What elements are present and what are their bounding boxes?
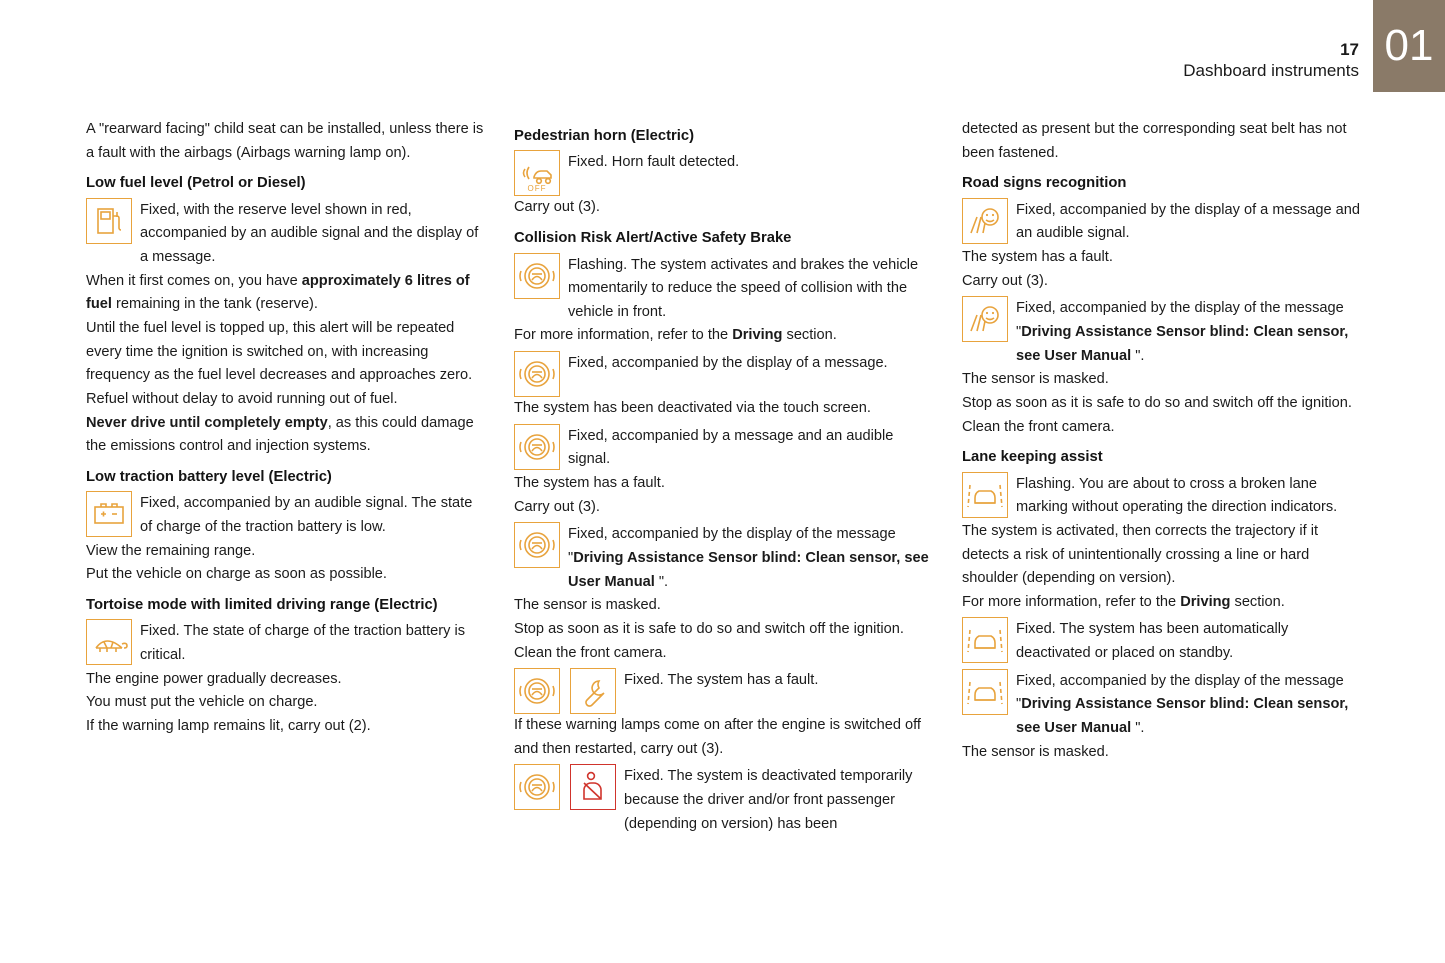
road-signs-fault-icon-row-text: Fixed, accompanied by the display of a message and an audible signal. [1016,201,1360,242]
child-seat-paragraph: A "rearward facing" child seat can be installed, unless there is a fault with the airbags (Airbags warning lamp on). [86,121,484,161]
collision-seatbelt-icon-row-text: Fixed. The system is deactivated temporarily because the driver and/or front passenger (depending on version) has been [624,768,913,832]
collision-flashing-icon-row [514,253,934,325]
sensor-masked-note-collision: The sensor is masked. [514,597,661,614]
road-signs-recognition-icon [962,296,1008,342]
low-fuel-icon-row-text: Fixed, with the reserve level shown in red, accompanied by an audible signal and the display of a message. [140,201,479,266]
stop-safe-note-road-signs: Stop as soon as it is safe to do so and switch off the ignition. [962,394,1352,411]
collision-fault-icon-row [514,424,934,472]
column-3 [962,118,1362,938]
road-signs-fault-note: The system has a fault. [962,249,1113,266]
page-header [0,0,1445,92]
pedestrian-horn-icon-row [514,150,934,196]
chapter-number-badge: 01 [1373,0,1445,92]
tortoise-icon [86,619,132,665]
spanner-icon [570,668,616,714]
svg-text:OFF: OFF [527,184,547,194]
collision-risk-icon [514,668,560,714]
lane-keeping-more-info: For more information, refer to the Driving section. [962,593,1285,610]
carry-out-3-collision: Carry out (3). [514,498,600,515]
stop-safe-note-collision: Stop as soon as it is safe to do so and switch off the ignition. [514,620,904,637]
collision-fault-note: The system has a fault. [514,475,665,492]
lane-keeping-activated-note: The system is activated, then corrects the trajectory if it detects a risk of unintentionally crossing a line or hard shoulder (depending on version). [962,522,1319,587]
pedestrian-horn-off-icon [514,150,560,196]
collision-sensor-blind-icon-row-text: Fixed, accompanied by the display of the message "Driving Assistance Sensor blind: Clean sensor, see User Manual ". [568,526,929,590]
never-drive-empty-note: Never drive until completely empty, as this could damage the emissions control and injection systems. [86,414,474,455]
refuel-note: Refuel without delay to avoid running out of fuel. [86,390,398,407]
seatbelt-continuation: detected as present but the corresponding seat belt has not been fastened. [962,121,1347,161]
low-fuel-repeat-note: Until the fuel level is topped up, this alert will be repeated every time the ignition is switched on, with increasing frequency as the fuel level decreases and approaches zero. [86,319,473,384]
clean-camera-note-collision: Clean the front camera. [514,644,667,661]
lane-keeping-assist-icon [962,472,1008,518]
heading-low-fuel-level: Low fuel level (Petrol or Diesel) [86,175,306,192]
page-number: 17 [1340,40,1359,59]
collision-risk-icon [514,253,560,299]
collision-deactivated-icon-row [514,351,934,397]
low-traction-battery-icon-row-text: Fixed, accompanied by an audible signal. The state of charge of the traction battery is low. [140,495,473,535]
fuel-pump-icon [86,198,132,244]
road-signs-sensor-blind-icon-row-text: Fixed, accompanied by the display of the message "Driving Assistance Sensor blind: Clean sensor, see User Manual ". [1016,300,1349,364]
charge-note: Put the vehicle on charge as soon as possible. [86,566,387,583]
view-range-note: View the remaining range. [86,542,256,559]
collision-sensor-blind-icon-row [514,522,934,594]
road-signs-sensor-blind-icon-row [962,296,1362,368]
low-traction-battery-icon-row [86,491,486,539]
carry-out-3-horn: Carry out (3). [514,199,600,216]
page-columns [86,118,1376,938]
collision-deactivated-icon-row-text: Fixed, accompanied by the display of a message. [568,355,888,372]
collision-risk-icon [514,522,560,568]
section-title: Dashboard instruments [1183,61,1359,80]
collision-risk-icon [514,764,560,810]
heading-pedestrian-horn: Pedestrian horn (Electric) [514,128,695,144]
lane-keeping-standby-icon-row-text: Fixed. The system has been automatically deactivated or placed on standby. [1016,621,1289,662]
collision-spanner-icon-row-icons [514,668,616,714]
collision-spanner-icon-row [514,668,934,714]
lane-keeping-assist-icon [962,669,1008,715]
lane-keeping-sensor-blind-icon-row-text: Fixed, accompanied by the display of the message "Driving Assistance Sensor blind: Clean sensor, see User Manual ". [1016,672,1349,736]
road-signs-recognition-icon [962,198,1008,244]
pedestrian-horn-icon-row-text: Fixed. Horn fault detected. [568,154,740,171]
collision-flashing-icon-row-text: Flashing. The system activates and brakes the vehicle momentarily to reduce the speed of collision with the vehicle in front. [568,256,919,320]
collision-risk-icon [514,351,560,397]
clean-camera-note-road-signs: Clean the front camera. [962,418,1115,435]
must-charge-note: You must put the vehicle on charge. [86,694,318,711]
lane-keeping-flashing-icon-row-text: Flashing. You are about to cross a broken lane marking without operating the direction indicators. [1016,475,1338,516]
lane-keeping-flashing-icon-row [962,472,1362,520]
carry-out-3-road-signs: Carry out (3). [962,272,1048,289]
road-signs-fault-icon-row [962,198,1362,246]
column-1 [86,118,486,938]
collision-seatbelt-icon-row-icons [514,764,616,810]
column-2 [514,118,934,938]
collision-deactivated-note: The system has been deactivated via the touch screen. [514,400,871,417]
engine-power-note: The engine power gradually decreases. [86,670,342,687]
sensor-masked-note-lane-keeping: The sensor is masked. [962,743,1109,760]
lane-keeping-assist-icon [962,617,1008,663]
battery-icon [86,491,132,537]
warning-lamp-lit-note: If the warning lamp remains lit, carry out (2). [86,717,371,734]
heading-road-signs-recognition: Road signs recognition [962,175,1127,192]
lane-keeping-sensor-blind-icon-row [962,669,1362,741]
header-text-group [1183,40,1359,81]
collision-seatbelt-icon-row [514,764,934,836]
restart-note: If these warning lamps come on after the engine is switched off and then restarted, carry out (3). [514,717,921,757]
lane-keeping-standby-icon-row [962,617,1362,665]
sensor-masked-note-road-signs: The sensor is masked. [962,371,1109,388]
collision-risk-icon [514,424,560,470]
heading-lane-keeping-assist: Lane keeping assist [962,449,1103,466]
tortoise-icon-row-text: Fixed. The state of charge of the traction battery is critical. [140,623,466,663]
tortoise-icon-row [86,619,486,667]
collision-fault-icon-row-text: Fixed, accompanied by a message and an audible signal. [568,427,894,468]
collision-more-info: For more information, refer to the Driving section. [514,327,837,344]
low-fuel-details: When it first comes on, you have approximately 6 litres of fuel remaining in the tank (reserve). [86,272,470,313]
seat-belt-icon [570,764,616,810]
low-fuel-icon-row [86,198,486,270]
heading-tortoise-mode: Tortoise mode with limited driving range (Electric) [86,596,438,613]
heading-collision-risk-alert: Collision Risk Alert/Active Safety Brake [514,230,792,247]
heading-low-traction-battery: Low traction battery level (Electric) [86,468,332,485]
collision-spanner-icon-row-text: Fixed. The system has a fault. [624,672,819,689]
